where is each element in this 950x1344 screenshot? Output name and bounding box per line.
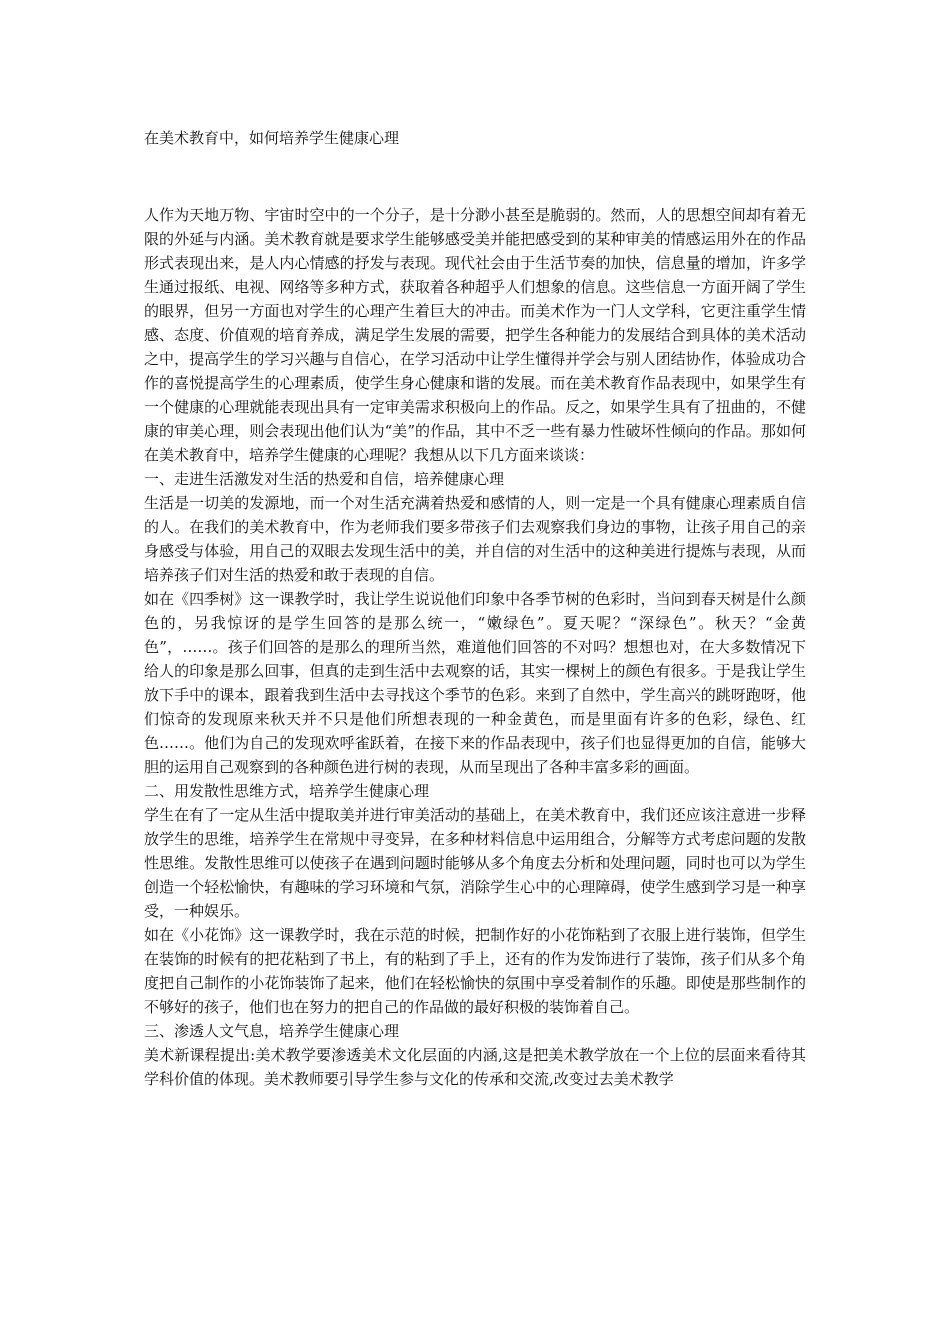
intro-paragraph: 人作为天地万物、宇宙时空中的一个分子，是十分渺小甚至是脆弱的。然而，人的思想空间却有着无限的外延与内涵。美术教育就是要求学生能够感受美并能把感受到的某种审美的情感运用外在的作品形式表现出来，是人内心情感的抒发与表现。现代社会由于生活节奏的加快，信息量的增加，许多学生通过报纸、电视、网络等多种方式，获取着各种超乎人们想象的信息。这些信息一方面开阔了学生的眼界，但另一方面也对学生的心理产生着巨大的冲击。而美术作为一门人文学科，它更注重学生情感、态度、价值观的培育养成，满足学生发展的需要，把学生各种能力的发展结合到具体的美术活动之中，提高学生的学习兴趣与自信心，在学习活动中让学生懂得并学会与别人团结协作，体验成功合作的喜悦提高学生的心理素质，使学生身心健康和谐的发展。而在美术教育作品表现中，如果学生有一个健康的心理就能表现出具有一定审美需求积极向上的作品。反之，如果学生具有了扭曲的，不健康的审美心理，则会表现出他们认为“美”的作品，其中不乏一些有暴力性破坏性倾向的作品。那如何在美术教育中，培养学生健康的心理呢？我想从以下几方面来谈谈：	[144, 206, 806, 464]
section2-paragraph-1: 学生在有了一定从生活中提取美并进行审美活动的基础上，在美术教育中，我们还应该注意进一步释放学生的思维，培养学生在常规中寻变异，在多种材料信息中运用组合，分解等方式考虑问题的发散性思维。发散性思维可以使孩子在遇到问题时能够从多个角度去分析和处理问题，同时也可以为学生创造一个轻松愉快，有趣味的学习环境和气氛，消除学生心中的心理障碍，使学生感到学习是一种享受，一种娱乐。	[144, 806, 806, 920]
document-title: 在美术教育中，如何培养学生健康心理	[144, 129, 400, 147]
section-heading-3: 三、渗透人文气息，培养学生健康心理	[144, 1022, 400, 1040]
section-heading-2: 二、用发散性思维方式，培养学生健康心理	[144, 782, 430, 800]
section1-paragraph-2: 如在《四季树》这一课教学时，我让学生说说他们印象中各季节树的色彩时，当问到春天树是什么颜色的，另我惊讶的是学生回答的是那么统一，“嫩绿色”。夏天呢？“深绿色”。秋天？“金黄色”，……。孩子们回答的是那么的理所当然，难道他们回答的不对吗？想想也对，在大多数情况下给人的印象是那么回事，但真的走到生活中去观察的话，其实一棵树上的颜色有很多。于是我让学生放下手中的课本，跟着我到生活中去寻找这个季节的色彩。来到了自然中，学生高兴的跳呀跑呀，他们惊奇的发现原来秋天并不只是他们所想表现的一种金黄色，而是里面有许多的色彩，绿色、红色……。他们为自己的发现欢呼雀跃着，在接下来的作品表现中，孩子们也显得更加的自信，能够大胆的运用自己观察到的各种颜色进行树的表现，从而呈现出了各种丰富多彩的画面。	[144, 590, 806, 776]
section2-paragraph-2: 如在《小花饰》这一课教学时，我在示范的时候，把制作好的小花饰粘到了衣服上进行装饰，但学生在装饰的时候有的把花粘到了书上，有的粘到了手上，还有的作为发饰进行了装饰，孩子们从多个角度把自己制作的小花饰装饰了起来，他们在轻松愉快的氛围中享受着制作的乐趣。即使是那些制作的不够好的孩子，他们也在努力的把自己的作品做的最好积极的装饰着自己。	[144, 926, 806, 1016]
section1-paragraph-1: 生活是一切美的发源地，而一个对生活充满着热爱和感情的人，则一定是一个具有健康心理素质自信的人。在我们的美术教育中，作为老师我们要多带孩子们去观察我们身边的事物，让孩子用自己的亲身感受与体验，用自己的双眼去发现生活中的美，并自信的对生活中的这种美进行提炼与表现，从而培养孩子们对生活的热爱和敢于表现的自信。	[144, 494, 806, 584]
section3-paragraph-1: 美术新课程提出:美术教学要渗透美术文化层面的内涵,这是把美术教学放在一个上位的层面来看待其学科价值的体现。美术教师要引导学生参与文化的传承和交流,改变过去美术教学	[144, 1046, 806, 1088]
document-body	[144, 203, 806, 1091]
section-heading-1: 一、走进生活激发对生活的热爱和自信，培养健康心理	[144, 470, 505, 488]
